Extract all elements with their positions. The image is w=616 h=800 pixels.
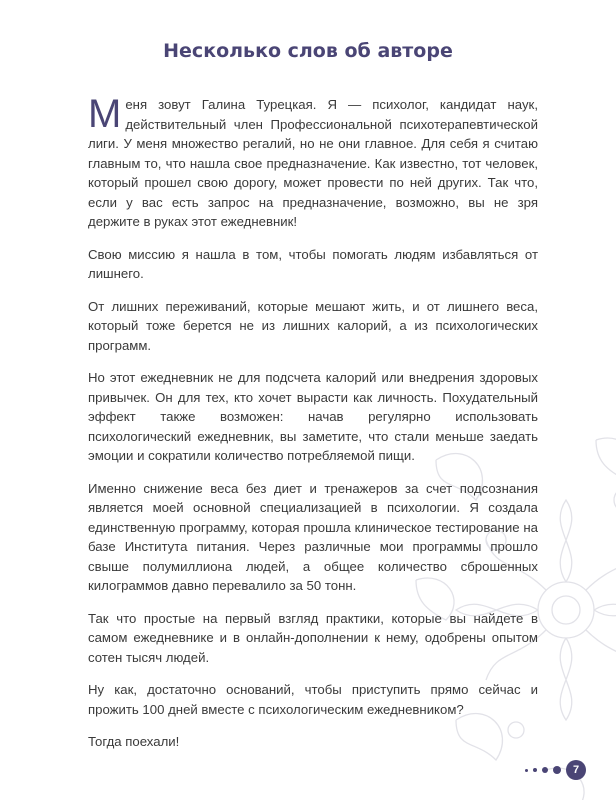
page-title: Несколько слов об авторе — [163, 40, 453, 62]
paragraph: Именно снижение веса без диет и тренажеров за счет подсознания является моей основной специализацией в психологии. Я создала единственную программу, которая прошла клиническое тестирование на базе Института питания. Через различные мои программы прошло свыше полумиллиона людей, а общее количество сброшенных килограммов давно перевалило за 50 тонн. — [88, 480, 538, 593]
paragraph: От лишних переживаний, которые мешают жить, и от лишнего веса, который тоже берется не из лишних калорий, а из психологических программ. — [88, 298, 538, 353]
page-number: 7 — [566, 760, 586, 780]
dot-icon — [542, 767, 548, 773]
drop-cap: М — [88, 92, 122, 136]
paragraph: Свою миссию я нашла в том, чтобы помогать людям избавляться от лишнего. — [88, 246, 538, 281]
dot-icon — [525, 769, 528, 772]
paragraph-text: еня зовут Галина Турецкая. Я — психолог, кандидат наук, действительный член Профессиональной психотерапевтической лиги. У меня множество регалий, но не они главное. Для себя я считаю главным то, что нашла свое предназначение. Как известно, тот человек, который прошел свою дорогу, может провести по ней других. Так что, если у вас есть запрос на предназначение, возможно, вы не зря держите в руках этот ежедневник! — [88, 97, 538, 229]
paragraph: Тогда поехали! — [88, 734, 180, 749]
paragraph: Так что простые на первый взгляд практики, которые вы найдете в самом ежедневнике и в онлайн-дополнении к нему, одобрены опытом сотен тысяч людей. — [88, 610, 538, 665]
paragraph: Ну как, достаточно оснований, чтобы приступить прямо сейчас и прожить 100 дней вместе с психологическим ежедневником? — [88, 682, 538, 717]
dot-icon — [533, 768, 537, 772]
page-number-marker — [525, 760, 586, 780]
dot-icon — [553, 766, 561, 774]
paragraph: Но этот ежедневник не для подсчета калорий или внедрения здоровых привычек. Он для тех, кто хочет вырасти как личность. Похудательный эффект также возможен: начав регулярно использовать психологический ежедневник, вы заметите, что стали меньше заедать эмоции и сократили количество потребляемой пищи. — [88, 370, 538, 463]
paragraph — [88, 92, 538, 232]
body-text — [88, 92, 538, 765]
